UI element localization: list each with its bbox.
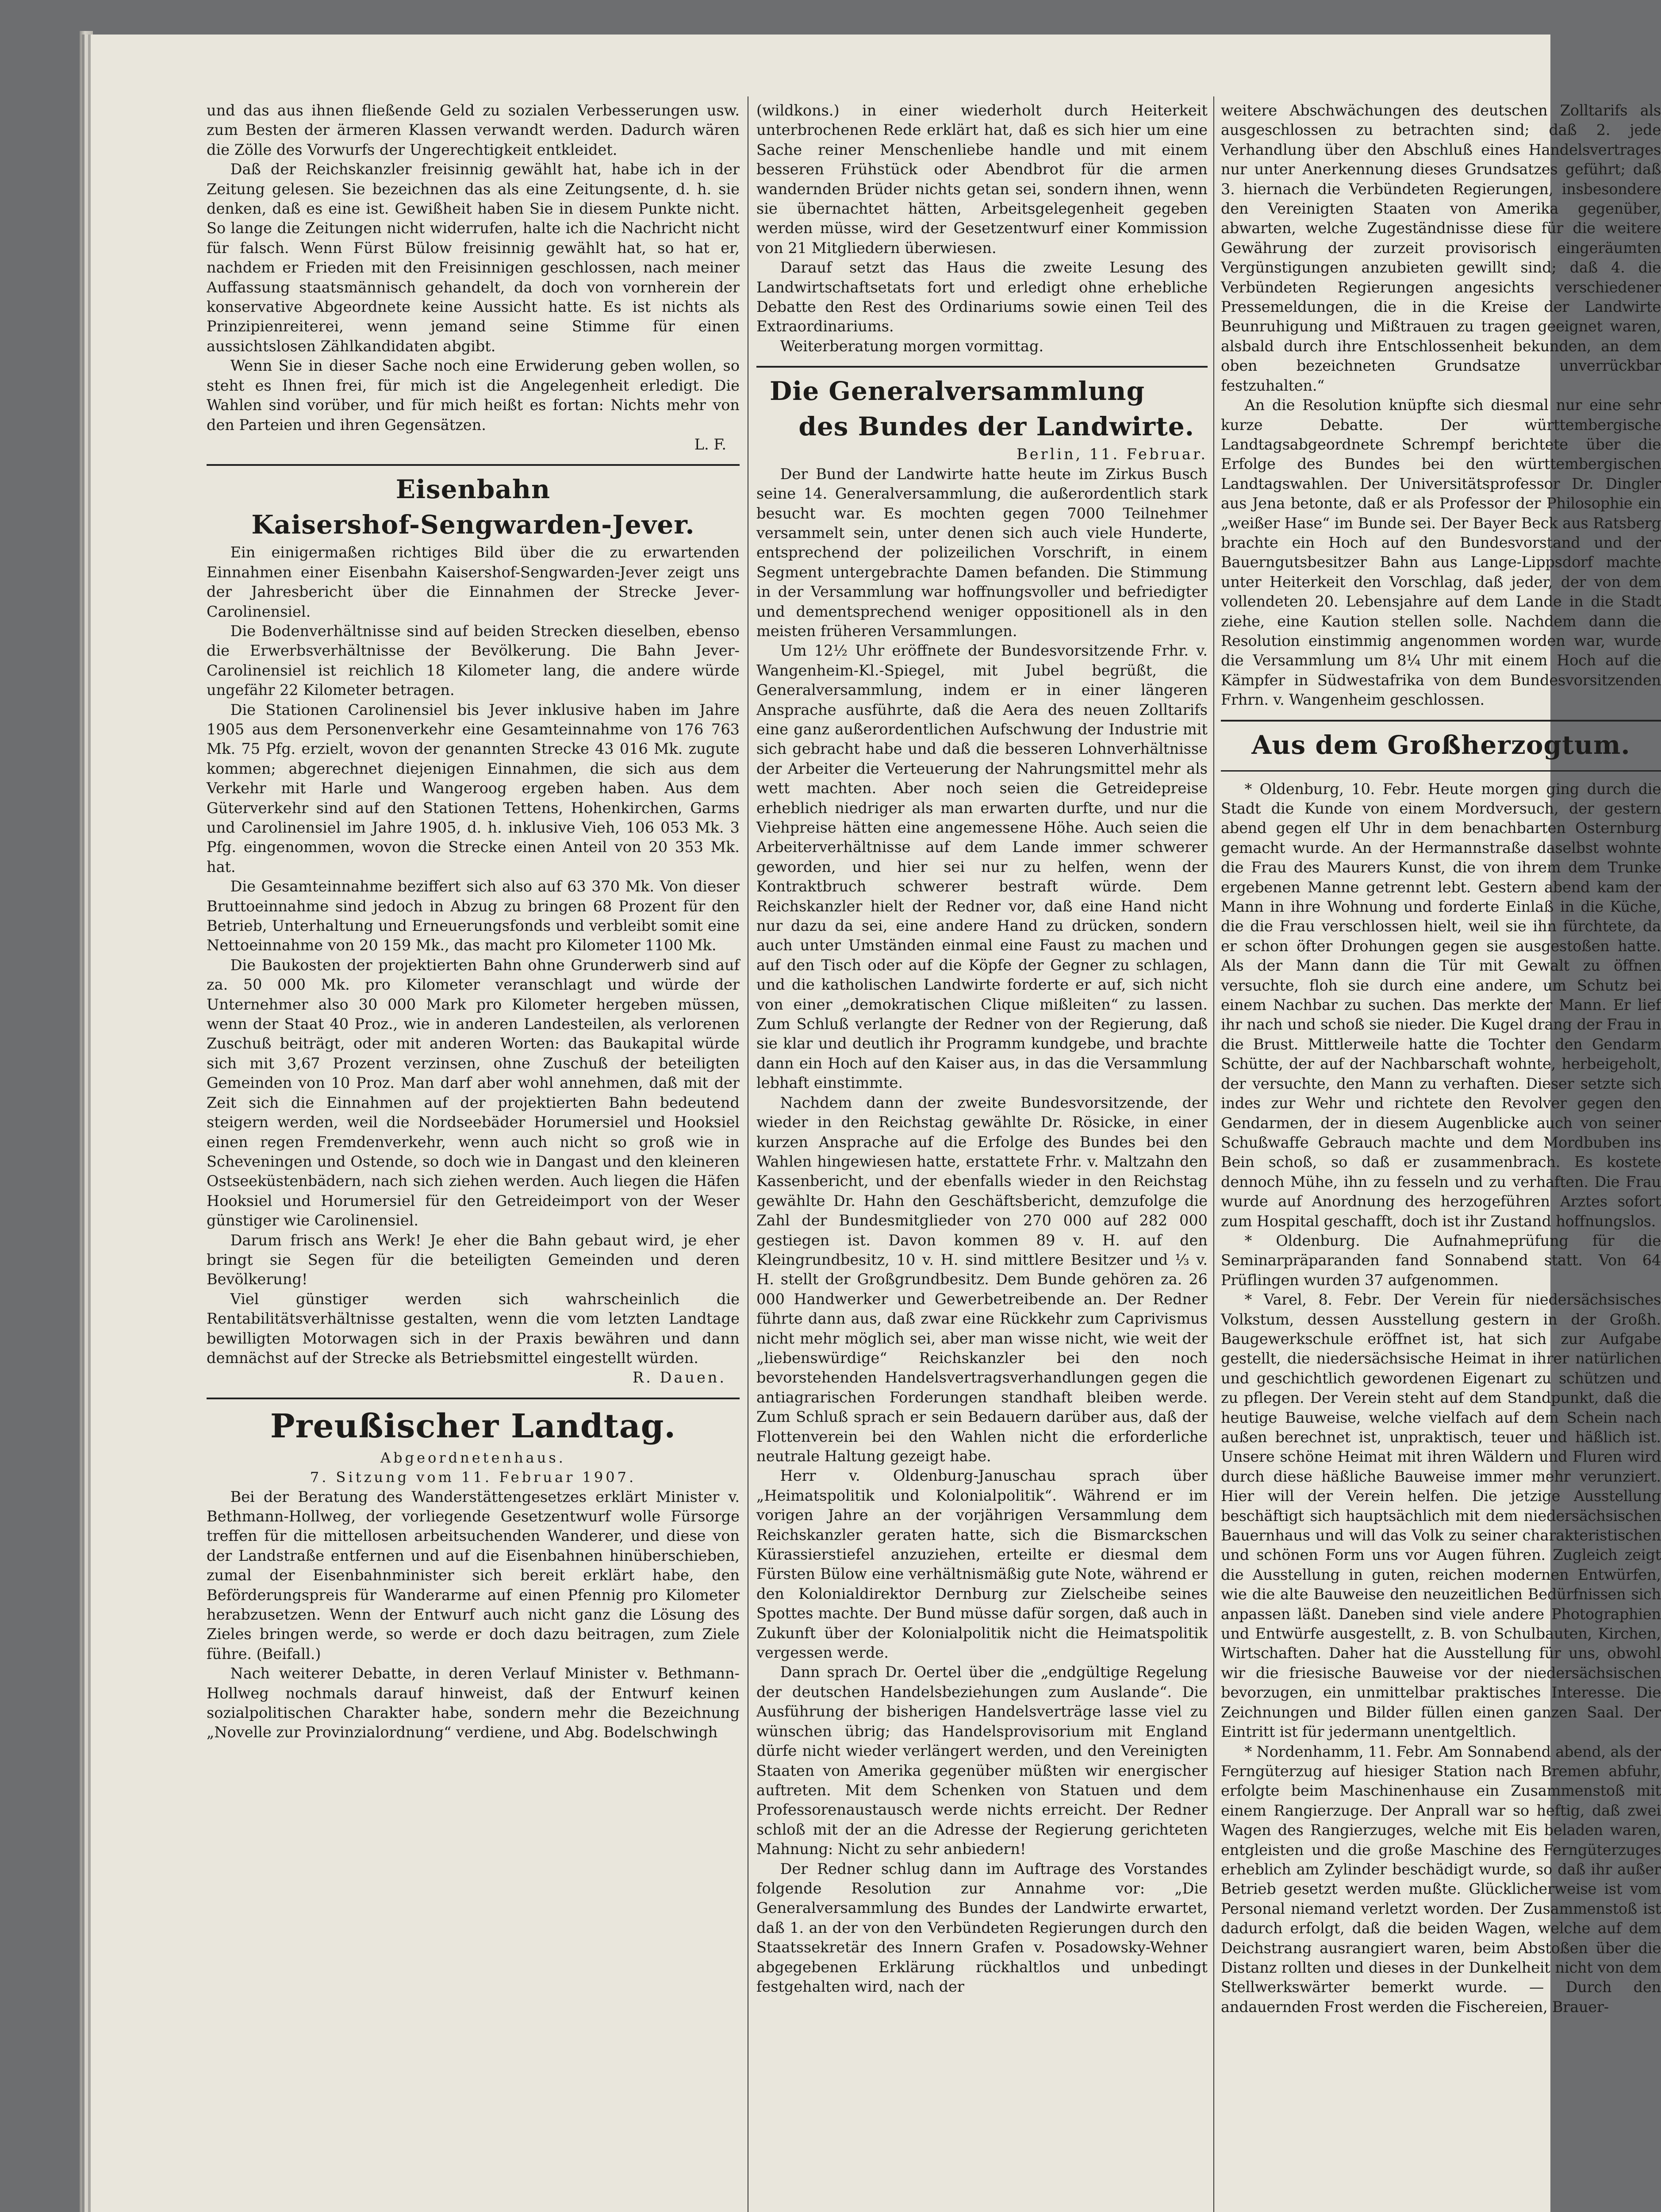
news-item: * Varel, 8. Febr. Der Verein für niedersächsisches Volkstum, dessen Ausstellung gestern in der Großh. Baugewerkschule eröffnet ist, hat sich zur Aufgabe gestellt, die niedersächsische Heimat in ihrer natürlichen und geschichtlich gewordenen Eigenart zu schützen und zu pflegen. Der Verein steht auf dem Standpunkt, daß die heutige Bauweise, welche vielfach auf dem Schein nach außen berechnet ist, unpraktisch, teuer und häßlich ist. Unsere schöne Heimat mit ihren Wäldern und Fluren wird durch diese häßliche Bauweise immer mehr verunziert. Hier will der Verein helfen. Die jetzige Ausstellung beschäftigt sich hauptsächlich mit dem niedersächsischen Bauernhaus und will das Volk zu seiner charakteristischen und schönen Form uns vor Augen führen. Zugleich zeigt die Ausstellung in guten, reichen modernen Entwürfen, wie die alte Bauweise den neuzeitlichen Bedürfnissen sich anpassen läßt. Daneben sind viele andere Photographien und Entwürfe ausgestellt, z. B. von Schulbauten, Kirchen, Wirtschaften. Daher hat die Ausstellung für uns, obwohl wir die friesische Bauweise vor der niedersächsischen bevorzugen, ein unmittelbar praktisches Interesse. Die Zeichnungen und Bilder füllen einen ganzen Saal. Der Eintritt ist für jedermann unentgeltlich. [1221, 1291, 1661, 1741]
signature: L. F. [694, 435, 726, 453]
article-headline: Aus dem Großherzogtum. [1251, 730, 1630, 760]
article-headline: Preußischer Landtag. [270, 1407, 676, 1445]
article-paragraph: Darauf setzt das Haus die zweite Lesung des Landwirtschaftsetats fort und erledigt ohne erhebliche Debatte den Rest des Ordinariums sowie einen Teil des Extraordinariums. [756, 259, 1208, 335]
section-divider [756, 366, 1208, 368]
article-paragraph: Der Redner schlug dann im Auftrage des Vorstandes folgende Resolution zur Annahme vor: „Die Generalversammlung des Bundes der Landwirte erwartet, daß 1. an der von den Verbündeten Regierungen durch den Staatssekretär des Innern Grafen v. Posadowsky-Wehner abgegebenen Erklärung rückhaltlos und unbedingt festgehalten wird, nach der [756, 1860, 1208, 1995]
article-headline: Eisenbahn [395, 474, 551, 505]
article-paragraph: Daß der Reichskanzler freisinnig gewählt hat, habe ich in der Zeitung gelesen. Sie bezeichnen das als eine Zeitungsente, d. h. sie denken, daß es eine ist. Gewißheit haben Sie in diesem Punkte nicht. So lange die Zeitungen nicht widerrufen, halte ich die Nachricht nicht für falsch. Wenn Fürst Bülow freisinnig gewählt hat, so hat er, nachdem er Frieden mit den Freisinnigen geschlossen, nach meiner Auffassung staatsmännisch gehandelt, da doch von vornherein der konservative Abgeordnete keine Aussicht hatte. Es ist nichts als Prinzipienreiterei, wenn jemand seine Stimme für einen aussichtslosen Zählkandidaten abgibt. [207, 161, 740, 355]
article-headline: Kaisershof-Sengwarden-Jever. [251, 510, 695, 540]
article-paragraph: An die Resolution knüpfte sich diesmal nur eine sehr kurze Debatte. Der württembergische Landtagsabgeordnete Schrempf berichtete über die Erfolge des Bundes bei den württembergischen Landtagswahlen. Der Universitätsprofessor Dr. Dingler aus Jena betonte, daß er als Professor der Philosophie ein „weißer Hase“ im Bunde sei. Der Bayer Beck aus Ratsberg brachte ein Hoch auf den Bundesvorstand und der Bauerngutsbesitzer Bahn aus Lange-Lippsdorf machte unter Heiterkeit den Vorschlag, daß jeder, der von dem vollendeten 20. Lebensjahre auf dem Lande in die Stadt ziehe, eine Kaution stellen solle. Nachdem dann die Resolution einstimmig angenommen worden war, wurde die Versammlung um 8¼ Uhr mit einem Hoch auf die Kämpfer in Südwestafrika von dem Bundesvorsitzenden Frhrn. v. Wangenheim geschlossen. [1221, 396, 1661, 709]
section-divider [207, 464, 740, 466]
article-paragraph: Die Gesamteinnahme beziffert sich also auf 63 370 Mk. Von dieser Bruttoeinnahme sind jedoch in Abzug zu bringen 68 Prozent für den Betrieb, Unterhaltung und Erneuerungsfonds und verbleibt somit eine Nettoeinnahme von 20 159 Mk., das macht pro Kilometer 1100 Mk. [207, 878, 740, 954]
article-paragraph: Wenn Sie in dieser Sache noch eine Erwiderung geben wollen, so steht es Ihnen frei, für mich ist die Angelegenheit erledigt. Die Wahlen sind vorüber, und für mich heißt es fortan: Nichts mehr von den Parteien und ihren Gegensätzen. [207, 357, 740, 434]
column-1 [207, 101, 740, 2212]
article-headline: Die Generalversammlung [770, 376, 1145, 407]
article-paragraph: (wildkons.) in einer wiederholt durch Heiterkeit unterbrochenen Rede erklärt hat, daß es sich hier um eine Sache reiner Menschenliebe handle und mit einem besseren Frühstück oder Abendbrot für die armen wandernden Brüder nichts getan sei, sondern ihnen, wenn sie übernachtet hätten, Arbeitsgelegenheit gegeben werden müsse, wird der Gesetzentwurf einer Kommission von 21 Mitgliedern überwiesen. [756, 102, 1208, 257]
article-paragraph: Weiterberatung morgen vormittag. [780, 337, 1044, 355]
news-item: * Oldenburg. Die Aufnahmeprüfung für die Seminarpräparanden fand Sonnabend statt. Von 64 Prüflingen wurden 37 aufgenommen. [1221, 1232, 1661, 1289]
news-item: * Nordenhamm, 11. Febr. Am Sonnabend abend, als der Ferngüterzug auf hiesiger Station nach Bremen abfuhr, erfolgte beim Maschinenhause ein Zusammenstoß mit einem Rangierzuge. Der Anprall war so heftig, daß zwei Wagen des Rangierzuges, welche mit Eis beladen waren, entgleisten und die große Maschine des Ferngüterzuges erheblich am Zylinder beschädigt wurde, so daß ihr außer Betrieb gesetzt werden mußte. Glücklicherweise ist vom Personal niemand verletzt worden. Der Zusammenstoß ist dadurch erfolgt, daß die beiden Wagen, welche auf dem Deichstrang ausrangiert waren, beim Abstoßen über die Distanz rollten und dieses in der Dunkelheit nicht von dem Stellwerkswärter bemerkt wurde. — Durch den andauernden Frost werden die Fischereien, Brauer- [1221, 1743, 1661, 2016]
article-paragraph: Herr v. Oldenburg-Januschau sprach über „Heimatspolitik und Kolonialpolitik“. Während er im vorigen Jahre an der vorjährigen Versammlung dem Reichskanzler geraten hatte, sich die Bismarckschen Kürassierstiefel anzuziehen, erteilte er diesmal dem Fürsten Bülow eine verhältnismäßig gute Note, während er den Kolonialdirektor Dernburg zur Zielscheibe seines Spottes machte. Der Bund müsse dafür sorgen, daß auch in Zukunft über der Kolonialpolitik nicht die Heimatspolitik vergessen werde. [756, 1467, 1208, 1662]
article-subheading: 7. Sitzung vom 11. Februar 1907. [310, 1469, 637, 1486]
article-paragraph: weitere Abschwächungen des deutschen Zolltarifs als ausgeschlossen zu betrachten sind; daß 2. jede Verhandlung über den Abschluß eines Handelsvertrages nur unter Anerkennung dieses Grundsatzes geführt; daß 3. hiernach die Verbündeten Regierungen, insbesondere den Vereinigten Staaten von Amerika gegenüber, abwarten, welche Zugeständnisse diese für die weitere Gewährung der zurzeit provisorisch eingeräumten Vergünstigungen anzubieten gewillt sind; daß 4. die Verbündeten Regierungen angesichts verschiedener Pressemeldungen, die in die Kreise der Landwirte Beunruhigung und Mißtrauen zu tragen geeignet waren, alsbald durch ihre Entschlossenheit bekunden, an dem oben bezeichneten Grundsatze unverrückbar festzuhalten.“ [1221, 102, 1661, 394]
article-paragraph: und das aus ihnen fließende Geld zu sozialen Verbesserungen usw. zum Besten der ärmeren Klassen verwandt werden. Dadurch wären die Zölle des Vorwurfs der Ungerechtigkeit entkleidet. [207, 102, 740, 158]
article-paragraph: Ein einigermaßen richtiges Bild über die zu erwartenden Einnahmen einer Eisenbahn Kaisershof-Sengwarden-Jever zeigt uns der Jahresbericht über die Einnahmen der Strecke Jever-Carolinensiel. [207, 544, 740, 620]
article-paragraph: Die Stationen Carolinensiel bis Jever inklusive haben im Jahre 1905 aus dem Personenverkehr eine Gesamteinnahme von 176 763 Mk. 75 Pfg. erzielt, wovon der genannten Strecke 43 016 Mk. zugute kommen; abgerechnet diejenigen Einnahmen, die sich aus dem Verkehr mit Harle und Wangeroog ergeben haben. Aus dem Güterverkehr sind auf den Stationen Tettens, Hohenkirchen, Garms und Carolinensiel im Jahre 1905, d. h. inklusive Vieh, 106 053 Mk. 3 Pfg. eingenommen, wovon die Strecke einen Anteil von 20 353 Mk. hat. [207, 701, 740, 876]
dateline: Berlin, 11. Februar. [1017, 445, 1208, 463]
article-paragraph: Darum frisch ans Werk! Je eher die Bahn gebaut wird, je eher bringt sie Segen für die beteiligten Gemeinden und deren Bevölkerung! [207, 1231, 740, 1288]
article-paragraph: Die Bodenverhältnisse sind auf beiden Strecken dieselben, ebenso die Erwerbsverhältnisse der Bevölkerung. Die Bahn Jever-Carolinensiel ist reichlich 18 Kilometer lang, die andere würde ungefähr 22 Kilometer betragen. [207, 622, 740, 699]
section-divider [1221, 720, 1661, 722]
article-paragraph: Viel günstiger werden sich wahrscheinlich die Rentabilitätsverhältnisse gestalten, wenn die vom letzten Landtage bewilligten Motorwagen sich in der Praxis bewähren und dann demnächst auf der Strecke als Betriebsmittel eingestellt würden. [207, 1290, 740, 1367]
section-divider [1221, 770, 1661, 772]
article-paragraph: Bei der Beratung des Wanderstättengesetzes erklärt Minister v. Bethmann-Hollweg, der vorliegende Gesetzentwurf wolle Fürsorge treffen für die mittellosen arbeitsuchenden Wanderer, und diese von der Landstraße entfernen und auf die Eisenbahnen hinüberschieben, zumal der Eisenbahnminister sich bereit erklärt habe, den Beförderungspreis für Wanderarme auf einen Pfennig pro Kilometer herabzusetzen. Wenn der Entwurf auch nicht ganz die Lösung des Zieles bringen werde, so werde er doch dazu beitragen, zum Ziele führe. (Beifall.) [207, 1488, 740, 1663]
news-item: * Oldenburg, 10. Febr. Heute morgen ging durch die Stadt die Kunde von einem Mordversuch, der gestern abend gegen elf Uhr in dem benachbarten Osternburg gemacht wurde. An der Hermannstraße daselbst wohnte die Frau des Maurers Kunst, die von ihrem dem Trunke ergebenen Manne getrennt lebt. Gestern abend kam der Mann in ihre Wohnung und forderte Einlaß in die Küche, die die Frau verschlossen hielt, weil sie ihn fürchtete, da er schon öfter Drohungen gegen sie ausgestoßen hatte. Als der Mann dann die Tür mit Gewalt zu öffnen versuchte, floh sie durch eine andere, um Schutz bei einem Nachbar zu suchen. Das merkte der Mann. Er lief ihr nach und schoß sie nieder. Die Kugel drang der Frau in die Brust. Mittlerweile hatte die Tochter den Gendarm Schütte, der auf der Nachbarschaft wohnte, herbeigeholt, der versuchte, den Mann zu verhaften. Dieser setzte sich indes zur Wehr und richtete den Revolver gegen den Gendarmen, der in diesem Augenblicke auch von seiner Schußwaffe Gebrauch machte und dem Mordbuben ins Bein schoß, so daß er zusammenbrach. Es kostete dennoch Mühe, ihn zu fesseln und zu verhaften. Die Frau wurde auf Anordnung des herzogeführen Arztes sofort zum Hospital geschafft, doch ist ihr Zustand hoffnungslos. [1221, 780, 1661, 1230]
section-divider [207, 1398, 740, 1399]
article-headline: des Bundes der Landwirte. [798, 411, 1194, 442]
article-paragraph: Der Bund der Landwirte hatte heute im Zirkus Busch seine 14. Generalversammlung, die außerordentlich stark besucht war. Es mochten gegen 7000 Teilnehmer versammelt sein, unter denen sich auch viele Hunderte, entsprechend der polizeilichen Vorschrift, in einem Segment untergebrachte Damen befanden. Die Stimmung in der Versammlung war hoffnungsvoller und befriedigter und dementsprechend weniger oppositionell als in den meisten früheren Versammlungen. [756, 465, 1208, 640]
article-paragraph: Dann sprach Dr. Oertel über die „endgültige Regelung der deutschen Handelsbeziehungen zum Auslande“. Die Ausführung der bisherigen Handelsverträge lasse viel zu wünschen übrig; das Handelsprovisorium mit England dürfe nicht wieder verlängert werden, und den Vereinigten Staaten von Amerika gegenüber müßten wir energischer auftreten. Mit dem Schenken von Statuen und dem Professorenaustausch werde nichts erreicht. Der Redner schloß mit der an die Adresse der Regierung gerichteten Mahnung: Nicht zu sehr anbiedern! [756, 1663, 1208, 1858]
article-paragraph: Nach weiterer Debatte, in deren Verlauf Minister v. Bethmann-Hollweg nochmals darauf hinweist, daß der Entwurf keinen sozialpolitischen Charakter habe, sondern mehr die Bezeichnung „Novelle zur Provinzialordnung“ verdiene, und Abg. Bodelschwingh [207, 1665, 740, 1741]
article-paragraph: Um 12½ Uhr eröffnete der Bundesvorsitzende Frhr. v. Wangenheim-Kl.-Spiegel, mit Jubel begrüßt, die Generalversammlung, indem er in einer längeren Ansprache ausführte, daß die Aera des neuen Zolltarifs eine ganz außerordentlichen Aufschwung der Industrie mit sich gebracht habe und daß die besseren Lohnverhältnisse der Arbeiter die Verteuerung der Nahrungsmittel mehr als wett machten. Aber noch seien die Getreidepreise erheblich niedriger als man erwarten durfte, und nur die Viehpreise hätten eine angemessene Höhe. Auch seien die Arbeiterverhältnisse auf dem Lande immer schwerer geworden, und hier sei nur zu helfen, wenn der Kontraktbruch schwerer bestraft würde. Dem Reichskanzler hielt der Redner vor, daß eine Hand nicht nur dazu da sei, eine andere Hand zu drücken, sondern auch unter Umständen einmal eine Faust zu machen und auf den Tisch oder auf die Köpfe der Gegner zu schlagen, und die katholischen Landwirte forderte er auf, sich nicht von einer „demokratischen Clique mißleiten“ zu lassen. Zum Schluß verlangte der Redner von der Regierung, daß sie klar und deutlich ihr Programm kundgebe, und brachte dann ein Hoch auf den Kaiser aus, in das die Versammlung lebhaft einstimmte. [756, 642, 1208, 1092]
article-subheading: Abgeordnetenhaus. [380, 1449, 566, 1466]
newspaper-page [91, 35, 1661, 2212]
column-3 [1221, 101, 1661, 2212]
article-paragraph: Die Baukosten der projektierten Bahn ohne Grunderwerb sind auf za. 50 000 Mk. pro Kilometer veranschlagt und würde der Unternehmer also 30 000 Mark pro Kilometer hergeben müssen, wenn der Staat 40 Proz., wie in anderen Landesteilen, als verlorenen Zuschuß beiträgt, oder mit anderen Worten: das Baukapital würde sich mit 3,67 Prozent verzinsen, ohne Zuschuß der beteiligten Gemeinden von 10 Proz. Man darf aber wohl annehmen, daß mit der Zeit sich die Einnahmen auf der projektierten Bahn bedeutend steigern werden, weil die Nordseebäder Horumersiel und Hooksiel einen regen Fremdenverkehr, wenn auch nicht so groß wie in Scheveningen und Ostende, so doch wie in Dangast und den kleineren Ostseeküstenbädern, nach sich ziehen werden. Auch liegen die Häfen Hooksiel und Horumersiel für den Getreideimport von der Weser günstiger wie Carolinensiel. [207, 956, 740, 1229]
article-paragraph: Nachdem dann der zweite Bundesvorsitzende, der wieder in den Reichstag gewählte Dr. Rösicke, in einer kurzen Ansprache auf die Erfolge des Bundes bei den Wahlen hingewiesen hatte, erstattete Frhr. v. Maltzahn den Kassenbericht, und der ebenfalls wieder in den Reichstag gewählte Dr. Hahn den Geschäftsbericht, demzufolge die Zahl der Bundesmitglieder von 270 000 auf 282 000 gestiegen ist. Davon kommen 89 v. H. auf den Kleingrundbesitz, 10 v. H. sind mittlere Besitzer und ⅓ v. H. stellt der Großgrundbesitz. Dem Bunde gehören za. 26 000 Handwerker und Gewerbetreibende an. Der Redner führte dann aus, daß zwar eine Rückkehr zum Caprivismus nicht mehr möglich sei, aber man wisse nicht, wie weit der „liebenswürdige“ Reichskanzler bei den noch bevorstehenden Handelsvertragsverhandlungen gegen die antiagrarischen Forderungen standhaft bleiben werde. Zum Schluß sprach er sein Bedauern darüber aus, daß der Flottenverein bei den Wahlen nicht die erforderliche neutrale Haltung gezeigt habe. [756, 1094, 1208, 1465]
signature: R. Dauen. [633, 1369, 726, 1386]
column-2 [756, 101, 1208, 2212]
column-rule [1213, 96, 1214, 2212]
